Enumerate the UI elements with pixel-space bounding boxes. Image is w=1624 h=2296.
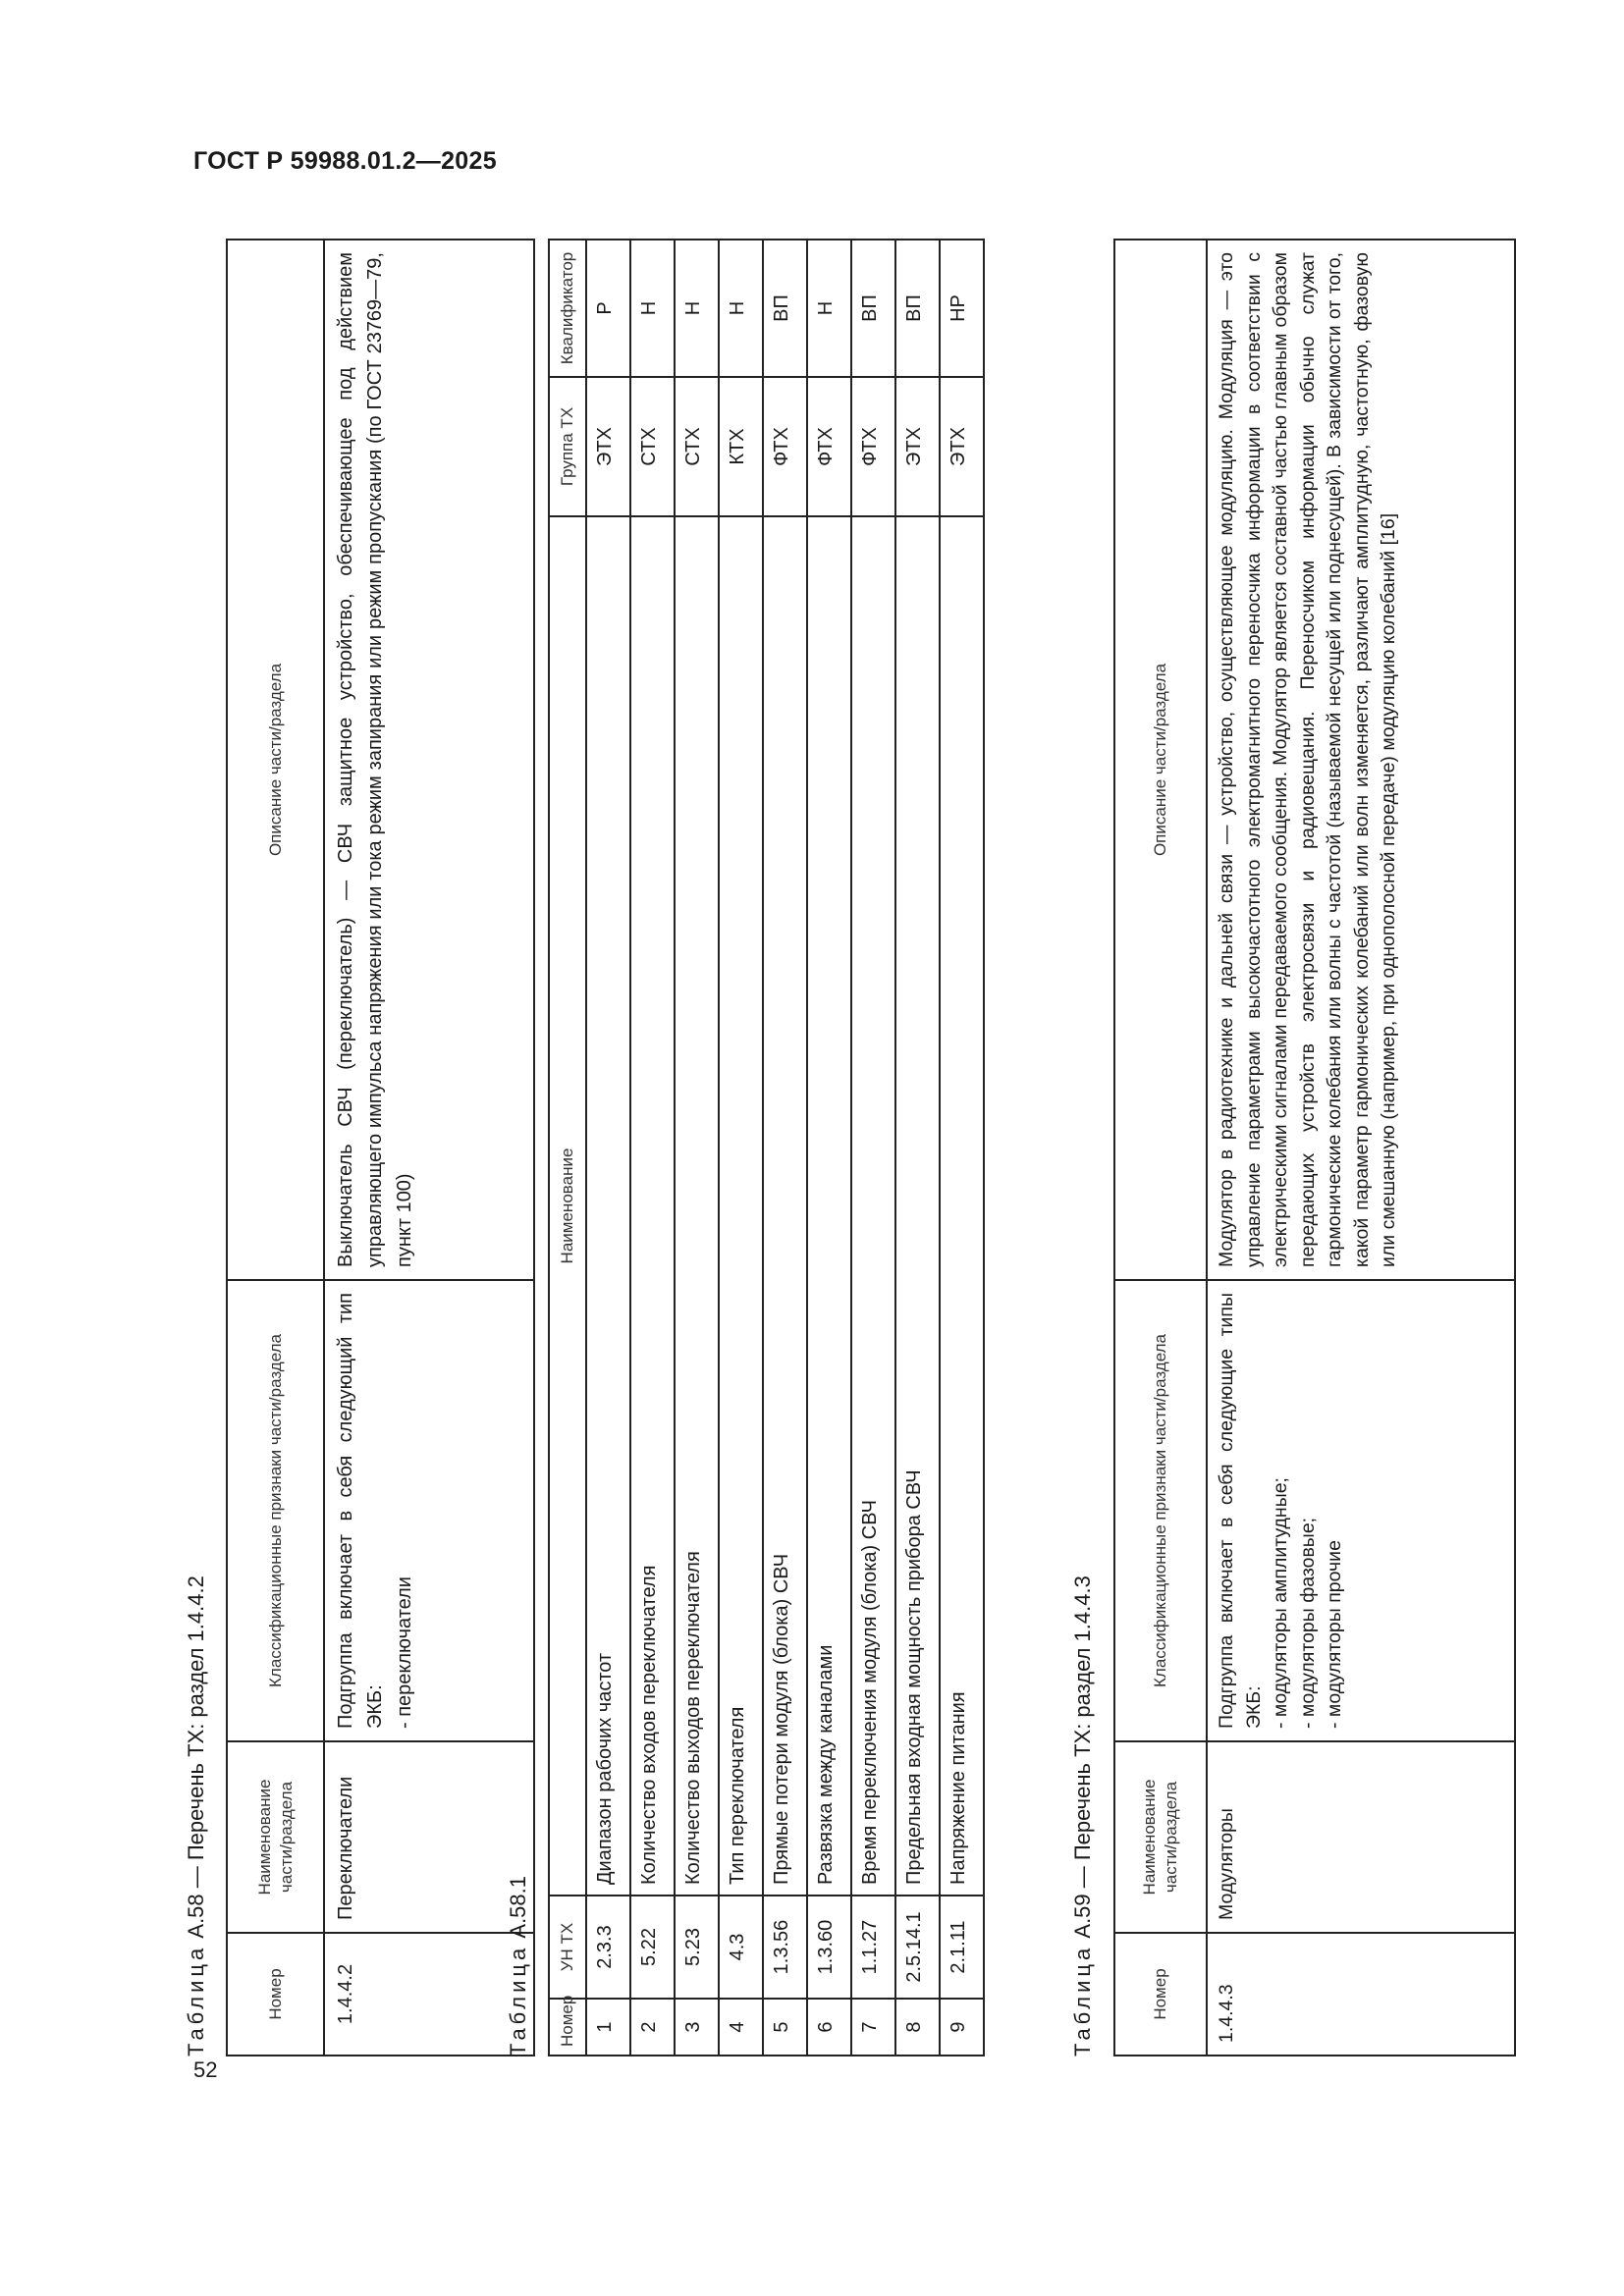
row-number: 4 (719, 1999, 763, 2056)
row-qualifier: ВП (763, 240, 807, 377)
row-un: 2.3.3 (586, 1896, 630, 1999)
table-a58-header-row (227, 240, 324, 2056)
row-number: 2 (630, 1999, 675, 2056)
row-group: ЭТХ (895, 377, 940, 516)
table-a581-col-un: УН ТХ (549, 1896, 586, 1999)
row-name: Тип переключателя (719, 516, 763, 1896)
table-a59-number-cell: 1.4.4.3 (1207, 1933, 1515, 2056)
row-name: Напряжение питания (940, 516, 984, 1896)
features-item: - переключатели (394, 1576, 415, 1729)
table-a58-caption-prefix: Таблица (184, 1944, 208, 2056)
table-a581-header-row (549, 240, 586, 2056)
table-a581-caption-prefix: Таблица (506, 1944, 530, 2056)
table-a58-caption (184, 1575, 209, 2056)
table-a581-caption-text: А.58.1 (506, 1876, 530, 1939)
table-a59-col-number: Номер (1114, 1933, 1207, 2056)
row-number: 8 (895, 1999, 940, 2056)
document-header: ГОСТ Р 59988.01.2—2025 (193, 147, 497, 175)
table-a59-name-cell: Модуляторы (1207, 1741, 1515, 1933)
row-qualifier: НР (940, 240, 984, 377)
row-un: 5.23 (675, 1896, 719, 1999)
row-qualifier: Н (675, 240, 719, 377)
row-qualifier: ВП (851, 240, 895, 377)
table-row (630, 240, 675, 2056)
features-intro: Подгруппа включает в себя следующий тип ЭКБ: (335, 1293, 386, 1729)
row-name: Предельная входная мощность прибора СВЧ (895, 516, 940, 1896)
table-a58-number-cell: 1.4.4.2 (324, 1933, 534, 2056)
row-number: 3 (675, 1999, 719, 2056)
table-a58-name-cell: Переключатели (324, 1741, 534, 1933)
table-a59-caption (1070, 1575, 1096, 2056)
table-row (807, 240, 851, 2056)
table-row (763, 240, 807, 2056)
row-group: ФТХ (851, 377, 895, 516)
table-a59-caption-prefix: Таблица (1070, 1944, 1095, 2056)
table-row (586, 240, 630, 2056)
table-a58-caption-text: А.58 — Перечень ТХ: раздел 1.4.4.2 (184, 1575, 208, 1939)
features-item: - модуляторы прочие (1324, 1540, 1345, 1729)
row-name: Диапазон рабочих частот (586, 516, 630, 1896)
table-a58-col-features: Классификационные признаки части/раздела (227, 1280, 324, 1741)
page-number: 52 (193, 2057, 218, 2082)
table-row (1207, 240, 1515, 2056)
row-un: 1.3.60 (807, 1896, 851, 1999)
table-a59-features-cell (1207, 1280, 1515, 1741)
table-a59-description-cell: Модулятор в радиотехнике и дальней связи — устройство, осуществляющее модуляцию. Модуляция — это управление параметрами высокочастотного электромагнитного переносчика информации в соответствии с электрическими сигналами передаваемого сообщения. Модулятор является составной частью главным образом передающих устройств электросвязи и радиовещания. Переносчиком информации обычно служат гармонические колебания или волны с частотой (называемой несущей или поднесущей). В зависимости от того, какой параметр гармонических колебаний или волн изменяется, различают амплитудную, частотную, фазовую или смешанную (например, при однополосной передаче) модуляцию колебаний [16] (1207, 240, 1515, 1280)
row-un: 1.3.56 (763, 1896, 807, 1999)
row-name: Количество входов переключателя (630, 516, 675, 1896)
row-number: 7 (851, 1999, 895, 2056)
row-un: 1.1.27 (851, 1896, 895, 1999)
row-number: 5 (763, 1999, 807, 2056)
table-a58-col-description: Описание части/раздела (227, 240, 324, 1280)
row-group: ЭТХ (940, 377, 984, 516)
row-group: СТХ (630, 377, 675, 516)
row-number: 6 (807, 1999, 851, 2056)
row-un: 2.1.11 (940, 1896, 984, 1999)
row-un: 2.5.14.1 (895, 1896, 940, 1999)
row-un: 5.22 (630, 1896, 675, 1999)
table-row (895, 240, 940, 2056)
table-a581-col-number: Номер (549, 1999, 586, 2056)
row-qualifier: Н (719, 240, 763, 377)
table-a581-col-qualifier: Квалификатор (549, 240, 586, 377)
table-a59-col-name: Наименование части/раздела (1114, 1741, 1207, 1933)
table-a58-description-cell: Выключатель СВЧ (переключатель) — СВЧ защитное устройство, обеспечивающее под действием управляющего импульса напряжения или тока режим запирания или режим пропускания (по ГОСТ 23769—79, пункт 100) (324, 240, 534, 1280)
row-number: 9 (940, 1999, 984, 2056)
table-a58 (226, 239, 535, 2056)
row-name: Прямые потери модуля (блока) СВЧ (763, 516, 807, 1896)
table-row (719, 240, 763, 2056)
table-a59-header-row (1114, 240, 1207, 2056)
row-group: ФТХ (807, 377, 851, 516)
table-a59-caption-text: А.59 — Перечень ТХ: раздел 1.4.4.3 (1070, 1575, 1095, 1939)
row-group: КТХ (719, 377, 763, 516)
features-item: - модуляторы амплитудные; (1270, 1477, 1291, 1729)
row-name: Развязка между каналами (807, 516, 851, 1896)
table-a59 (1113, 239, 1516, 2056)
features-intro: Подгруппа включает в себя следующие типы ЭКБ: (1216, 1293, 1265, 1729)
table-a58-col-number: Номер (227, 1933, 324, 2056)
table-a58-features-cell (324, 1280, 534, 1741)
table-a581 (548, 239, 985, 2056)
row-group: ЭТХ (586, 377, 630, 516)
row-qualifier: Н (630, 240, 675, 377)
table-a581-col-group: Группа ТХ (549, 377, 586, 516)
row-name: Количество выходов переключателя (675, 516, 719, 1896)
table-row (940, 240, 984, 2056)
table-a58-col-name: Наименование части/раздела (227, 1741, 324, 1933)
table-a59-col-features: Классификационные признаки части/раздела (1114, 1280, 1207, 1741)
table-row (851, 240, 895, 2056)
table-a581-col-name: Наименование (549, 516, 586, 1896)
row-un: 4.3 (719, 1896, 763, 1999)
row-qualifier: Н (807, 240, 851, 377)
table-a581-caption (506, 1876, 531, 2056)
row-group: СТХ (675, 377, 719, 516)
row-number: 1 (586, 1999, 630, 2056)
row-name: Время переключения модуля (блока) СВЧ (851, 516, 895, 1896)
table-a59-col-description: Описание части/раздела (1114, 240, 1207, 1280)
features-item: - модуляторы фазовые; (1296, 1517, 1319, 1729)
table-row (675, 240, 719, 2056)
row-qualifier: Р (586, 240, 630, 377)
rotated-landscape-content (157, 240, 1483, 2056)
row-group: ФТХ (763, 377, 807, 516)
table-row (324, 240, 534, 2056)
row-qualifier: ВП (895, 240, 940, 377)
